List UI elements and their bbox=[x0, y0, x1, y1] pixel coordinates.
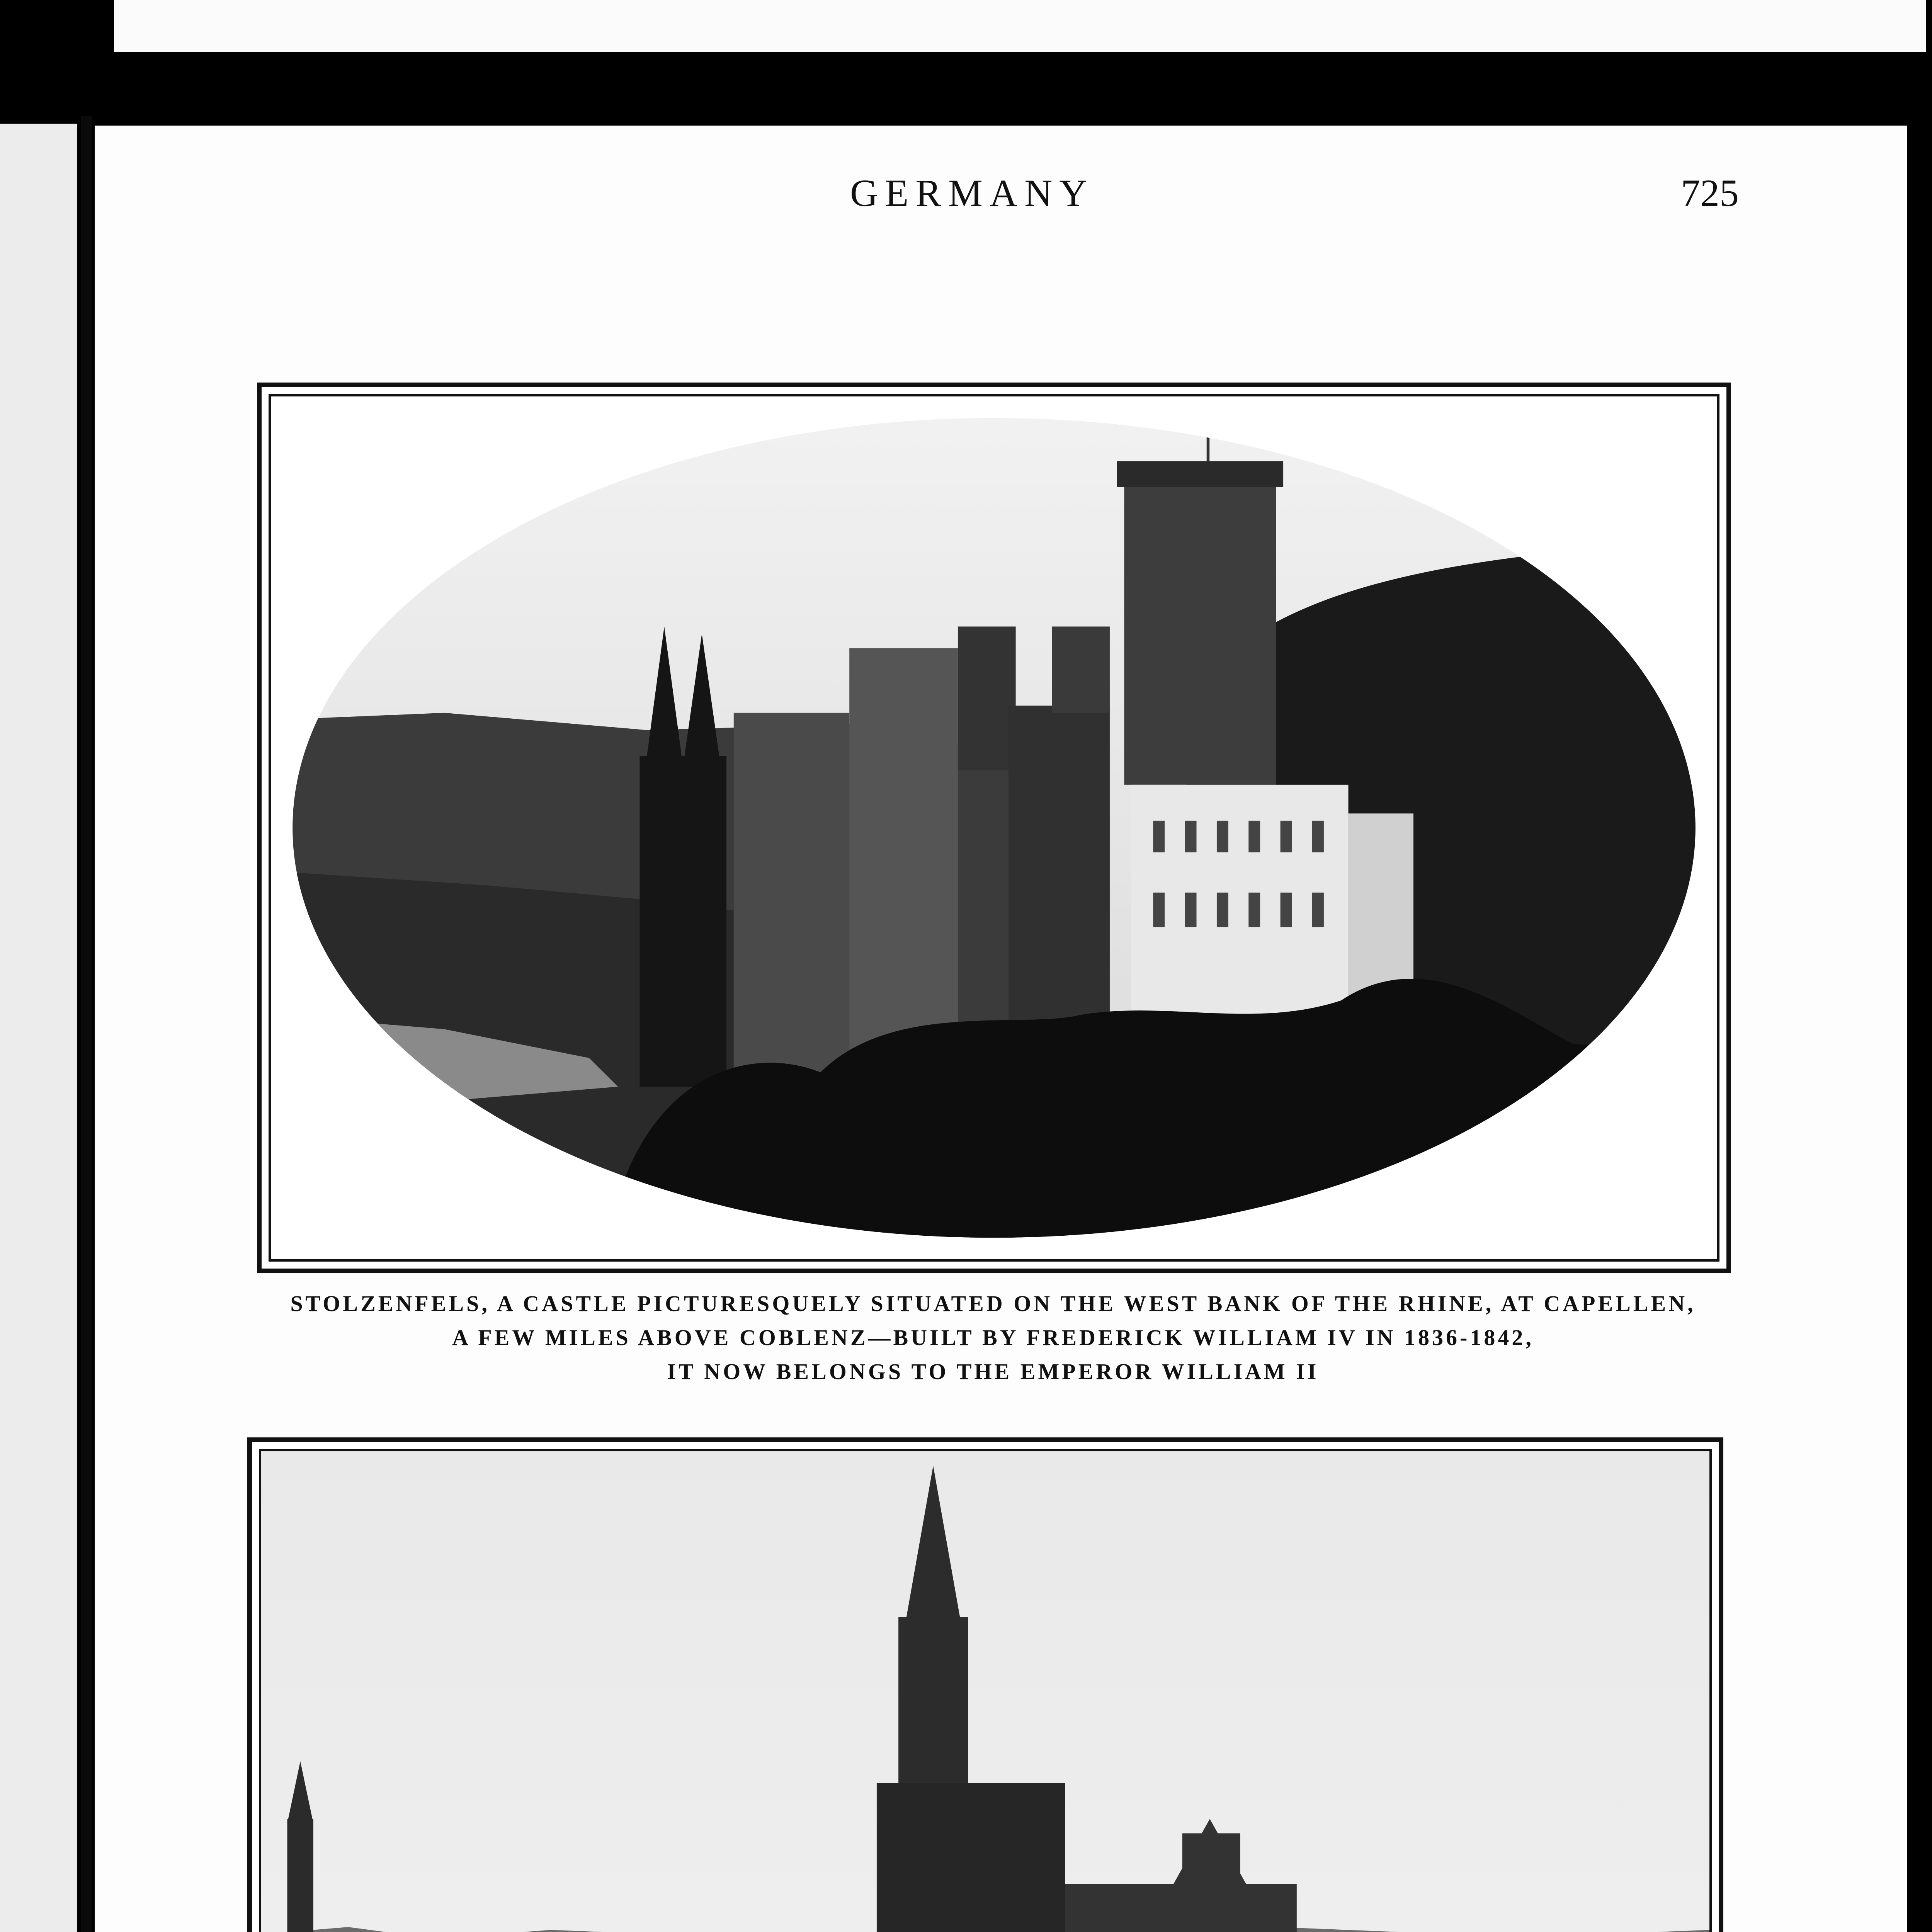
strassburg-illustration bbox=[261, 1451, 1709, 1932]
facing-page-edge bbox=[0, 124, 77, 1932]
castle-photo-frame bbox=[257, 383, 1731, 1273]
page-number: 725 bbox=[1681, 172, 1739, 214]
castle-photo bbox=[269, 394, 1719, 1262]
caption-line: A FEW MILES ABOVE COBLENZ—BUILT BY FREDERICK WILLIAM IV IN 1836-1842, bbox=[452, 1325, 1534, 1350]
city-photo-frame bbox=[247, 1437, 1723, 1932]
next-page-edge-top bbox=[114, 0, 1926, 52]
castle-caption bbox=[216, 1287, 1770, 1389]
running-head-title: GERMANY bbox=[850, 172, 1094, 214]
caption-line: IT NOW BELONGS TO THE EMPEROR WILLIAM II bbox=[667, 1359, 1319, 1384]
castle-illustration bbox=[271, 396, 1717, 1259]
page-gutter-line bbox=[81, 116, 92, 1932]
city-photo bbox=[259, 1449, 1712, 1932]
caption-line: STOLZENFELS, A CASTLE PICTURESQUELY SITUATED ON THE WEST BANK OF THE RHINE, AT CAPELLEN, bbox=[290, 1291, 1696, 1316]
